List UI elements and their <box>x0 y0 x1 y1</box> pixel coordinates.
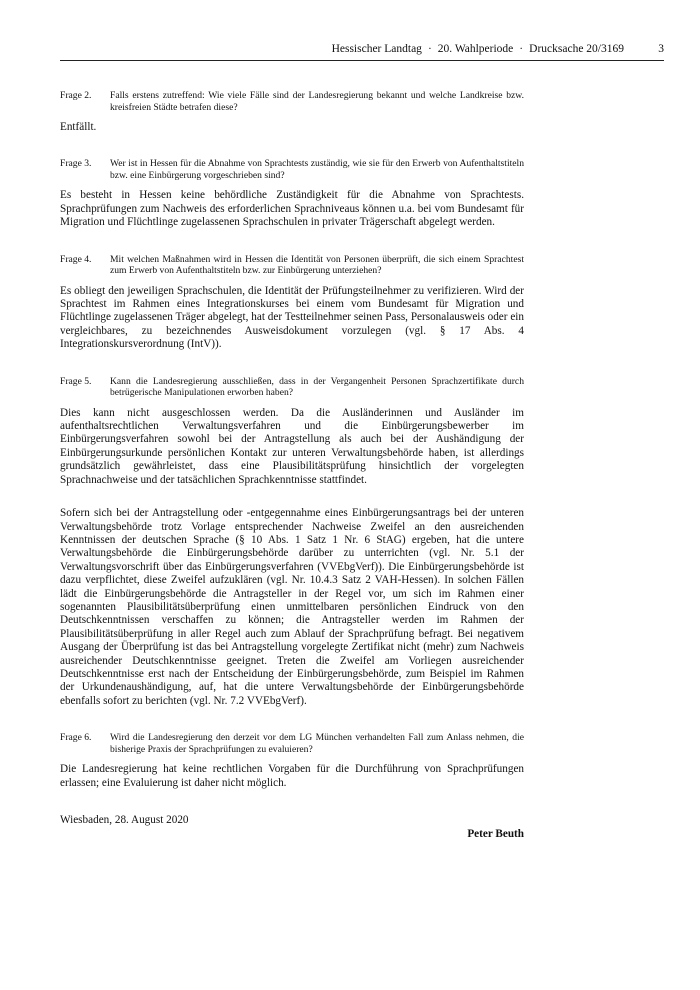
page-number: 3 <box>658 43 664 55</box>
question-text: Falls erstens zutreffend: Wie viele Fälle sind der Landesregierung bekannt und welche Landkreise bzw. kreisfreien Städte betrafen diese? <box>110 90 524 113</box>
page-header <box>60 43 664 59</box>
question-label: Frage 5. <box>60 375 92 387</box>
signatory-name: Peter Beuth <box>467 828 524 840</box>
publication-name: Hessischer Landtag <box>331 43 422 55</box>
question-label: Frage 6. <box>60 732 92 744</box>
question <box>60 732 524 755</box>
header-separator: · <box>427 43 432 55</box>
question-text: Wer ist in Hessen für die Abnahme von Sprachtests zuständig, wie sie für den Erwerb von Aufenthaltstiteln bzw. eine Einbürgerung vorgeschrieben sind? <box>110 158 524 181</box>
question-text: Wird die Landesregierung den derzeit vor dem LG München verhandelten Fall zum Anlass nehmen, die bisherige Praxis der Sprachprüfungen zu evaluieren? <box>110 732 524 755</box>
header-separator: · <box>519 43 524 55</box>
question <box>60 158 524 181</box>
question-label: Frage 4. <box>60 253 92 265</box>
question-block-3 <box>60 158 524 229</box>
legislative-period: 20. Wahlperiode <box>437 43 514 55</box>
question-label: Frage 2. <box>60 90 92 101</box>
answer-paragraph: Dies kann nicht ausgeschlossen werden. Da die Ausländerinnen und Ausländer im aufenthaltsrechtlichen Verwaltungsverfahren und die Einbürgerungsbewerber im Einbürgerungsverfahren sowohl bei der Antragstellung als auch bei der Aushändigung der Einbürgerungsurkunde persönlichen Kontakt zur unteren Verwaltungsbehörde haben, ist allerdings grundsätzlich gewährleistet, dass eine Plausibilitätsprüfung hinsichtlich der vorgelegten Sprachnachweise und der tatsächlichen Sprachkenntnisse stattfindet. <box>60 406 524 486</box>
document-body <box>60 90 524 842</box>
question-block-6 <box>60 732 524 790</box>
place-date: Wiesbaden, 28. August 2020 <box>60 814 189 826</box>
question-block-2 <box>60 90 524 134</box>
answer-paragraph: Die Landesregierung hat keine rechtlichen Vorgaben für die Durchführung von Sprachprüfungen erlassen; eine Evaluierung ist daher nicht möglich. <box>60 763 524 789</box>
header-title <box>332 43 624 55</box>
question-block-5 <box>60 376 524 709</box>
answer-paragraph: Es obliegt den jeweiligen Sprachschulen, die Identität der Prüfungsteilnehmer zu verifizieren. Wird der Sprachtest im Rahmen eines Integrationskurses bei einem vom Bundesamt für Migration und Flüchtlinge zugelassenen Träger abgelegt, hat der Testteilnehmer seinen Pass, Personalausweis oder ein vergleichbares, zu bezeichnendes Ausweisdokument vorzulegen (vgl. § 17 Abs. 4 Integrationskursverordnung (IntV)). <box>60 284 524 351</box>
header-rule <box>60 60 664 61</box>
question <box>60 376 524 399</box>
question-text: Kann die Landesregierung ausschließen, dass in der Vergangenheit Personen Sprachzertifikate durch betrügerische Manipulationen erworben haben? <box>110 375 524 399</box>
signature-block <box>60 814 524 842</box>
question <box>60 90 524 113</box>
question-label: Frage 3. <box>60 158 92 170</box>
answer-paragraph: Es besteht in Hessen keine behördliche Zuständigkeit für die Abnahme von Sprachtests. Sprachprüfungen zum Nachweis des erforderlichen Sprachniveaus können u.a. bei vom Bundesamt für Migration und Flüchtlinge zugelassenen Sprachschulen in privater Trägerschaft abgelegt werden. <box>60 189 524 229</box>
question-block-4 <box>60 254 524 352</box>
answer-paragraph: Entfällt. <box>60 121 97 133</box>
answer-paragraph: Sofern sich bei der Antragstellung oder -entgegennahme eines Einbürgerungsantrags bei der unteren Verwaltungsbehörde trotz Vorlage entsprechender Nachweise Zweifel an den ausreichenden Kenntnissen der deutschen Sprache (§ 10 Abs. 1 Satz 1 Nr. 6 StAG) ergeben, hat die untere Verwaltungsbehörde die Einbürgerungsbehörde darüber zu unterrichten (vgl. Nr. 5.1 der Verwaltungsvorschrift über das Einbürgerungsverfahren (VVEbgVerf)). Die Einbürgerungsbehörde ist dazu verpflichtet, diese Zweifel aufzuklären (vgl. Nr. 10.4.3 Satz 2 VAH-Hessen). In solchen Fällen lädt die Einbürgerungsbehörde die Antragsteller in der Regel vor, um sich im Rahmen einer sogenannten Plausibilitätsüberprüfung einen unmittelbaren persönlichen Eindruck von den Deutschkenntnissen verschaffen zu können; die Antragsteller werden im Rahmen der Plausibilitätsüberprüfung in aller Regel auch zum Ablauf der Sprachprüfung befragt. Bei negativem Ausgang der Überprüfung ist das bei Antragstellung vorgelegte Zertifikat nicht (mehr) zum Nachweis ausreichender Deutschkenntnisse geeignet. Treten die Zweifel am Vorliegen ausreichender Deutschkenntnisse erst nach der Entscheidung der Einbürgerungsbehörde, zum Beispiel im Rahmen der Urkundenaushändigung, auf, hat die untere Verwaltungsbehörde der Einbürgerungsbehörde ebenfalls sofort zu berichten (vgl. Nr. 7.2 VVEbgVerf). <box>60 507 524 707</box>
question-text: Mit welchen Maßnahmen wird in Hessen die Identität von Personen überprüft, die sich einem Sprachtest zum Erwerb von Aufenthaltstiteln bzw. zur Einbürgerung unterziehen? <box>110 253 524 277</box>
document-number: Drucksache 20/3169 <box>529 43 624 55</box>
question <box>60 254 524 277</box>
